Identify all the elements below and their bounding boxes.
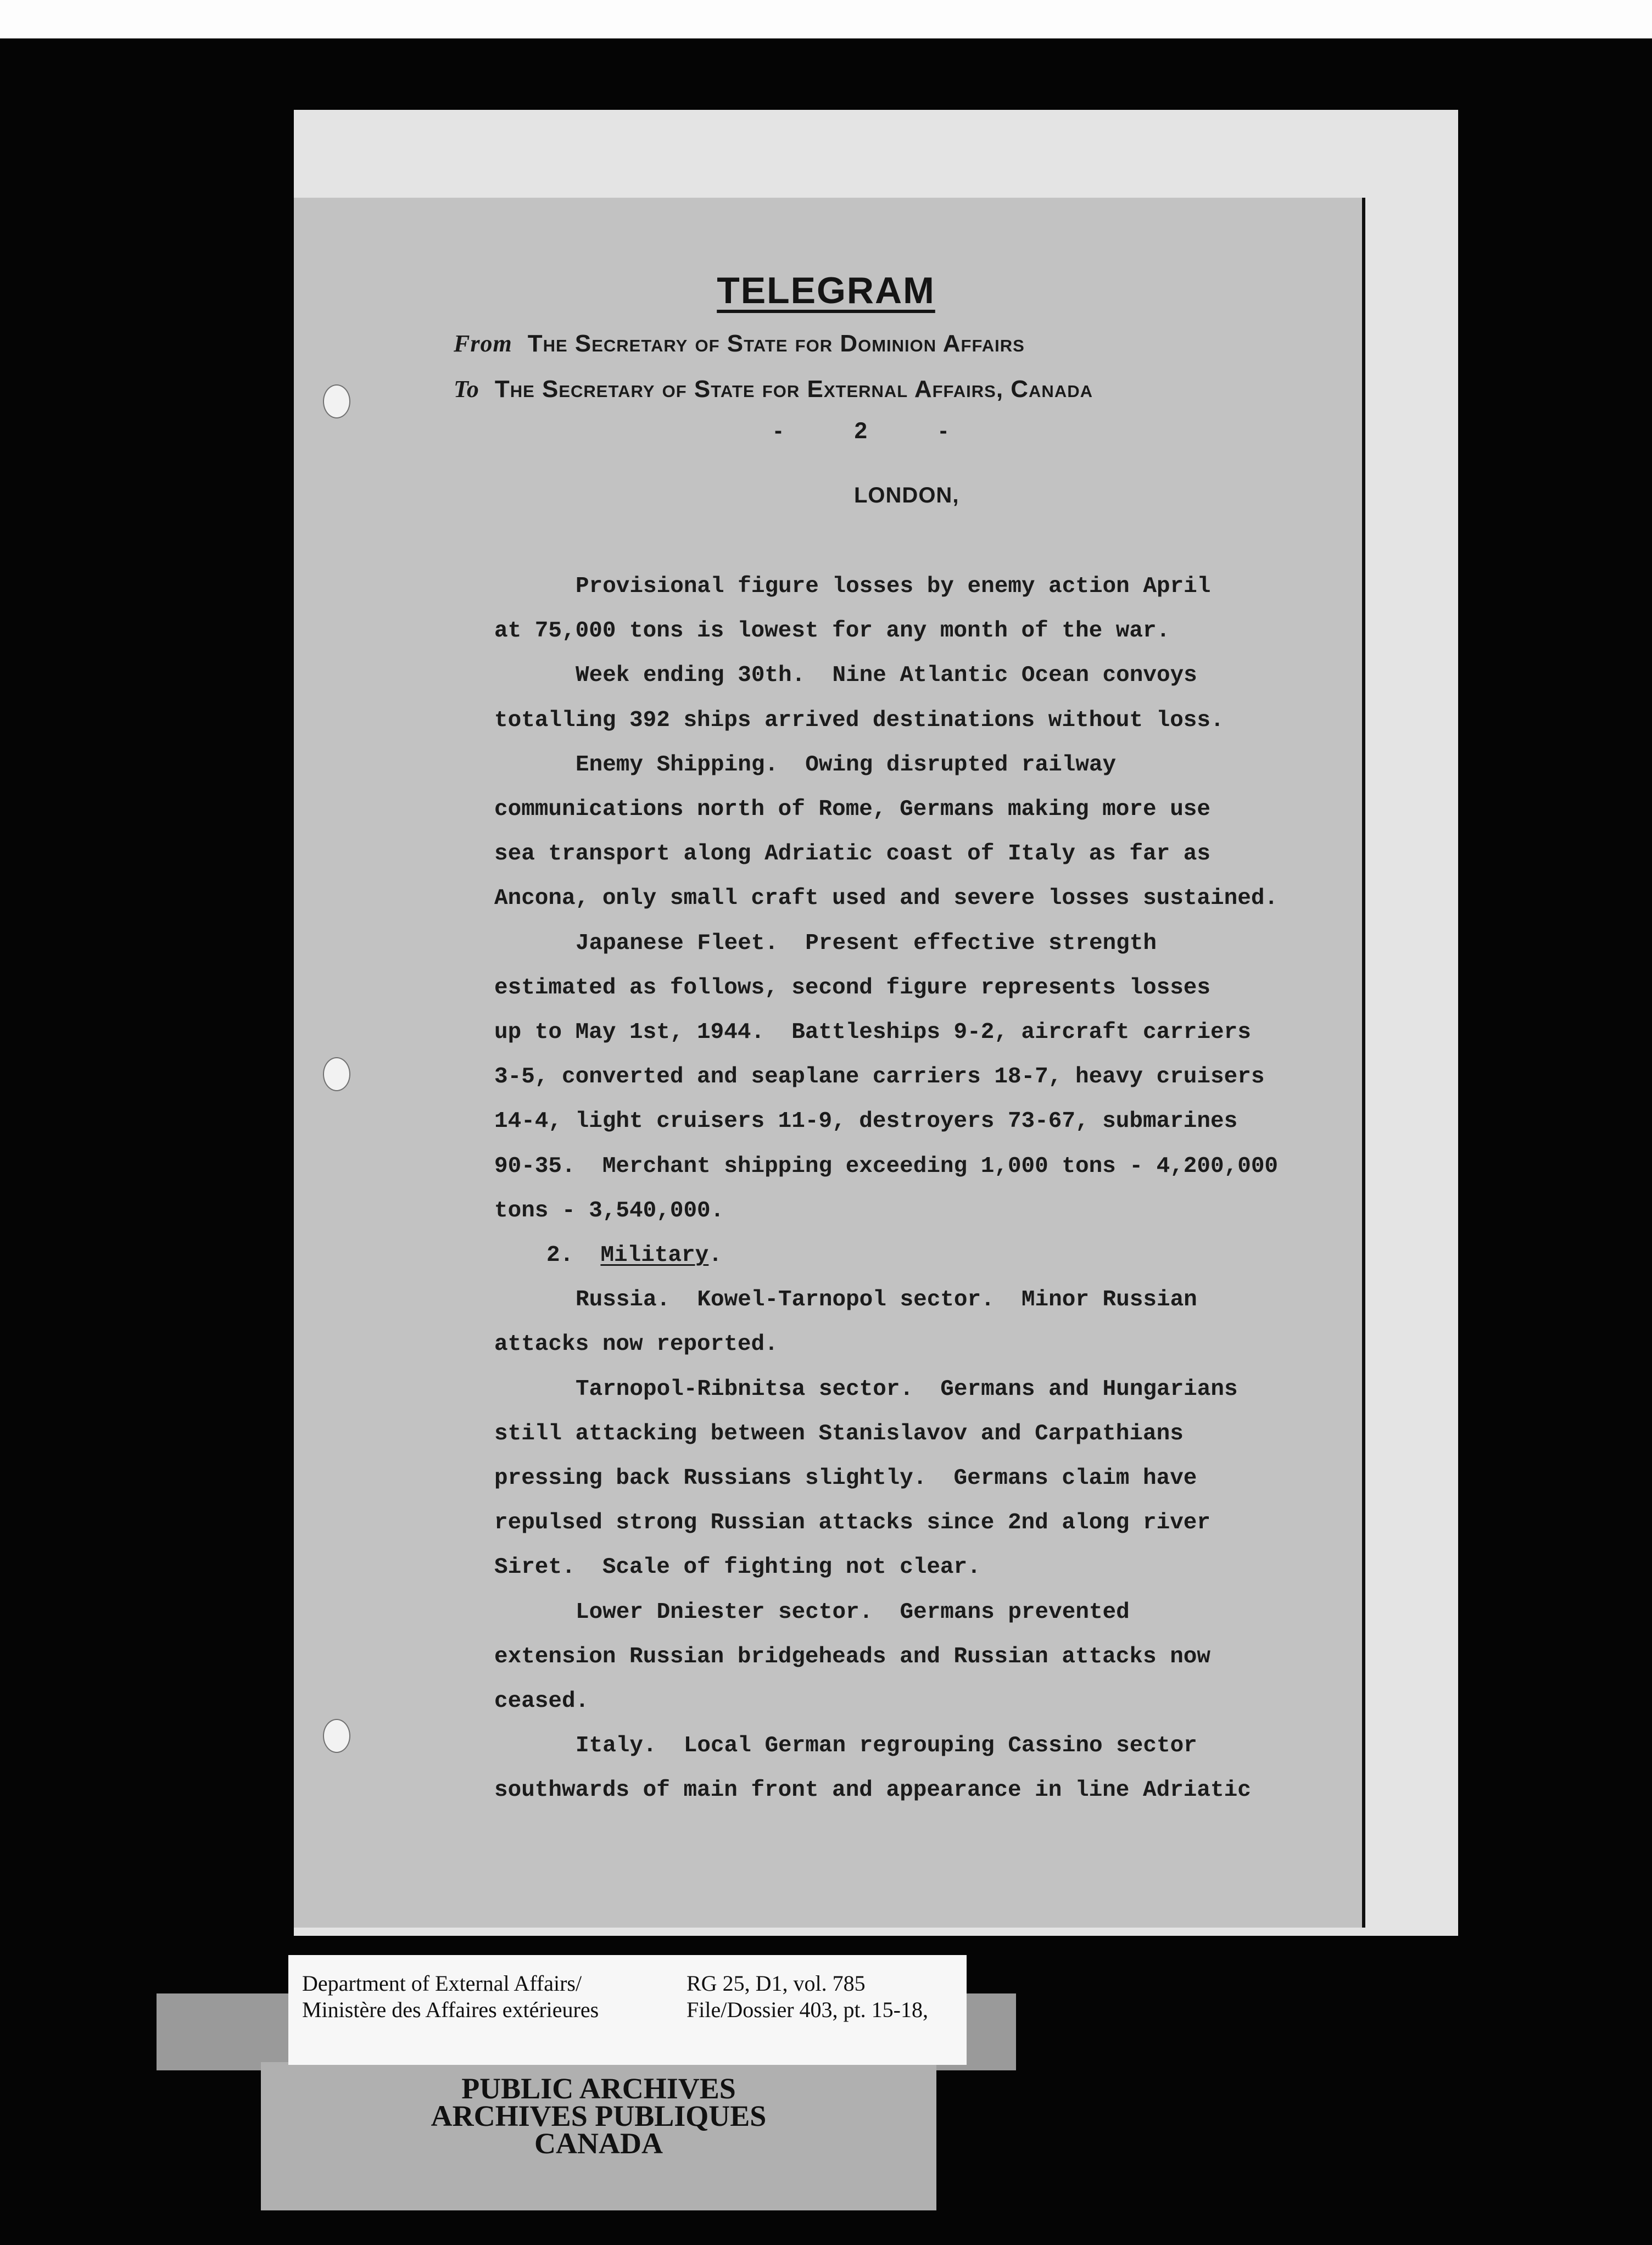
body-line: Tarnopol-Ribnitsa sector. Germans and Hungarians <box>576 1376 1238 1402</box>
department-block <box>302 1970 599 2023</box>
body-line: extension Russian bridgeheads and Russian attacks now <box>494 1644 1211 1669</box>
body-line: pressing back Russians slightly. Germans claim have <box>494 1466 1197 1492</box>
telegram-body <box>494 565 1296 1813</box>
to-line <box>454 375 1093 403</box>
body-line: Lower Dniester sector. Germans prevented <box>576 1599 1130 1625</box>
archive-stamp-line3: CANADA <box>534 2127 663 2160</box>
punch-hole <box>323 1719 350 1753</box>
from-label: From <box>454 330 512 357</box>
punch-hole <box>323 1057 350 1091</box>
body-line: totalling 392 ships arrived destinations without loss. <box>494 707 1224 733</box>
reference-block <box>687 1970 928 2023</box>
body-line: sea transport along Adriatic coast of Italy as far as <box>494 841 1211 867</box>
body-line: Russia. Kowel-Tarnopol sector. Minor Russian <box>576 1287 1197 1313</box>
reference-volume: RG 25, D1, vol. 785 <box>687 1971 866 1996</box>
body-line: 14-4, light cruisers 11-9, destroyers 73-67, submarines <box>494 1109 1238 1135</box>
section-heading: 2. Military. <box>546 1243 722 1269</box>
telegram-title: TELEGRAM <box>717 270 935 311</box>
body-line: Enemy Shipping. Owing disrupted railway <box>576 752 1117 778</box>
body-line: at 75,000 tons is lowest for any month of the war. <box>494 618 1170 644</box>
body-line: 3-5, converted and seaplane carriers 18-7, heavy cruisers <box>494 1064 1265 1090</box>
archive-stamp-line2: ARCHIVES PUBLIQUES <box>431 2099 767 2132</box>
department-en: Department of External Affairs/ <box>302 1971 582 1996</box>
punch-hole <box>323 384 350 418</box>
scan-edge-band <box>0 0 1652 38</box>
body-line: 90-35. Merchant shipping exceeding 1,000 tons - 4,200,000 <box>494 1153 1279 1179</box>
body-line: southwards of main front and appearance in line Adriatic <box>494 1778 1251 1803</box>
section-title: Military <box>600 1243 709 1269</box>
body-line: attacks now reported. <box>494 1332 778 1358</box>
body-line: ceased. <box>494 1689 589 1715</box>
to-value: The Secretary of State for External Affairs, Canada <box>494 376 1093 403</box>
body-line: Provisional figure losses by enemy action April <box>576 574 1211 599</box>
body-line: communications north of Rome, Germans making more use <box>494 797 1211 823</box>
department-fr: Ministère des Affaires extérieures <box>302 1997 599 2022</box>
to-label: To <box>454 376 479 403</box>
reference-file: File/Dossier 403, pt. 15-18, <box>687 1997 928 2022</box>
archive-reference-label <box>288 1955 967 2065</box>
section-number: 2. <box>546 1243 574 1269</box>
from-value: The Secretary of State for Dominion Affairs <box>527 330 1025 357</box>
body-line: repulsed strong Russian attacks since 2nd along river <box>494 1510 1211 1536</box>
body-line: Siret. Scale of fighting not clear. <box>494 1555 981 1581</box>
body-line: still attacking between Stanislavov and Carpathians <box>494 1421 1184 1447</box>
body-line: Japanese Fleet. Present effective strength <box>576 930 1157 956</box>
from-line <box>454 330 1025 358</box>
body-line: Week ending 30th. Nine Atlantic Ocean convoys <box>576 663 1197 689</box>
archive-stamp-line1: PUBLIC ARCHIVES <box>461 2072 736 2105</box>
page-number: - 2 - <box>774 417 947 443</box>
place-of-origin: LONDON, <box>854 483 959 507</box>
body-line: estimated as follows, second figure represents losses <box>494 975 1211 1001</box>
body-line: Ancona, only small craft used and severe losses sustained. <box>494 886 1279 912</box>
body-line: Italy. Local German regrouping Cassino sector <box>576 1733 1197 1759</box>
body-line: tons - 3,540,000. <box>494 1198 724 1224</box>
body-line: up to May 1st, 1944. Battleships 9-2, aircraft carriers <box>494 1020 1251 1046</box>
